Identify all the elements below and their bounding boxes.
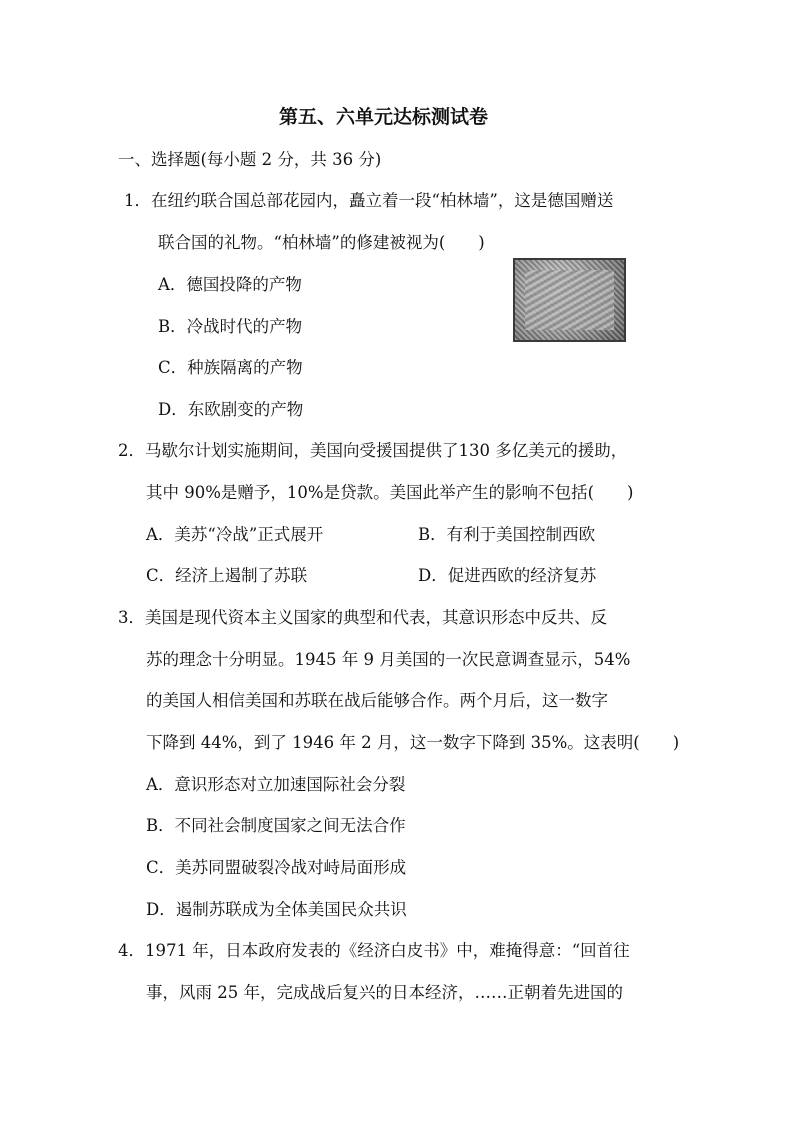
question-3-option-b: B．不同社会制度国家之间无法合作 xyxy=(146,816,406,835)
question-2-option-d: D．促进西欧的经济复苏 xyxy=(418,566,597,585)
question-3-option-a: A．意识形态对立加速国际社会分裂 xyxy=(146,775,406,794)
question-3-line-3: 的美国人相信美国和苏联在战后能够合作。两个月后，这一数字 xyxy=(146,691,608,710)
question-3-option-d: D．遏制苏联成为全体美国民众共识 xyxy=(146,900,407,919)
question-1-line-1: 1．在纽约联合国总部花园内，矗立着一段“柏林墙”，这是德国赠送 xyxy=(124,191,614,210)
question-4-line-2: 事，风雨 25 年，完成战后复兴的日本经济，……正朝着先进国的 xyxy=(146,983,623,1002)
question-1-option-d: D．东欧剧变的产物 xyxy=(158,400,304,419)
question-2-line-2: 其中 90%是赠予，10%是贷款。美国此举产生的影响不包括( ) xyxy=(146,483,634,502)
question-3-option-c: C．美苏同盟破裂冷战对峙局面形成 xyxy=(146,858,407,877)
section-heading: 一、选择题(每小题 2 分，共 36 分) xyxy=(118,150,382,169)
question-2-option-a: A．美苏“冷战”正式展开 xyxy=(146,525,324,544)
question-4-line-1: 4．1971 年，日本政府发表的《经济白皮书》中，难掩得意：“回首往 xyxy=(118,941,630,960)
question-2-option-b: B．有利于美国控制西欧 xyxy=(418,525,596,544)
question-1-option-b: B．冷战时代的产物 xyxy=(158,317,303,336)
question-1-line-2: 联合国的礼物。“柏林墙”的修建被视为( ) xyxy=(158,233,485,252)
page-title: 第五、六单元达标测试卷 xyxy=(279,106,489,128)
question-2-option-c: C．经济上遏制了苏联 xyxy=(146,566,308,585)
question-2-line-1: 2．马歇尔计划实施期间，美国向受援国提供了130 多亿美元的援助， xyxy=(118,441,628,460)
question-1-option-a: A．德国投降的产物 xyxy=(158,275,302,294)
berlin-wall-photo xyxy=(513,258,626,342)
question-3-line-1: 3．美国是现代资本主义国家的典型和代表，其意识形态中反共、反 xyxy=(118,608,607,627)
question-3-line-4: 下降到 44%，到了 1946 年 2 月，这一数字下降到 35%。这表明( ) xyxy=(146,733,680,752)
question-3-line-2: 苏的理念十分明显。1945 年 9 月美国的一次民意调查显示，54% xyxy=(146,650,631,669)
question-1-option-c: C．种族隔离的产物 xyxy=(158,358,303,377)
